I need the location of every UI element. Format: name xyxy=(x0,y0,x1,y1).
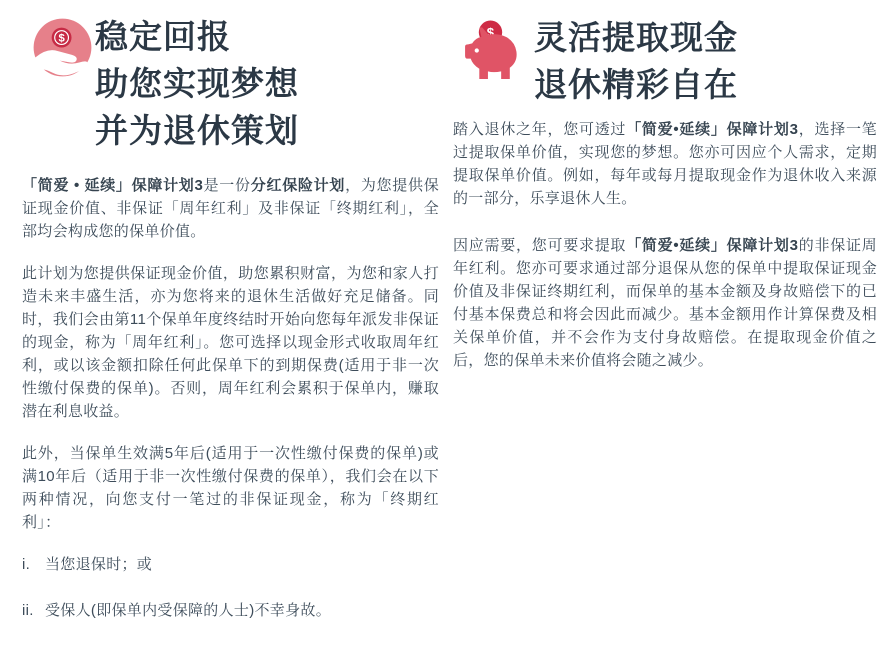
plan-name-bold: 「简爱•延续」保障计划3 xyxy=(626,237,799,254)
left-heading-line: 并为退休策划 xyxy=(95,112,299,149)
right-paragraph-1: 踏入退休之年，您可透过「简爱•延续」保障计划3，选择一笔过提取保单价值，实现您的梦想。您亦可因应个人需求，定期提取保单价值。例如，每年或每月提取现金作为退休收入来源的一部分，乐享退休人生。 xyxy=(453,121,877,207)
left-paragraph-2: 此计划为您提供保证现金价值，助您累积财富，为您和家人打造未来丰盛生活，亦为您将来的退休生活做好充足储备。同时，我们会由第11个保单年度终结时开始向您每年派发非保证的现金，称为「周年红利」。您可选择以现金形式收取周年红利，或以该金额扣除任何此保单下的到期保费(适用于非一次性缴付保费的保单)。否则，周年红利会累积于保单内，赚取潜在利息收益。 xyxy=(22,265,439,420)
left-paragraph-1: 「简爱 • 延续」保障计划3是一份分红保险计划，为您提供保证现金价值、非保证「周年红利」及非保证「终期红利」，全部均会构成您的保单价值。 xyxy=(22,177,439,240)
list-text: 当您退保时；或 xyxy=(45,556,153,573)
plan-name-bold: 「简爱•延续」保障计划3 xyxy=(626,121,799,138)
left-heading-line: 助您实现梦想 xyxy=(95,65,299,102)
right-heading xyxy=(534,14,738,108)
right-paragraph-2: 因应需要，您可要求提取「简爱•延续」保障计划3的非保证周年红利。您亦可要求通过部分退保从您的保单中提取保证现金价值及非保证终期红利，而保单的基本金额及身故赔偿下的已付基本保费总和将会因此而减少。基本金额用作计算保费及相关保单价值，并不会作为支付身故赔偿。在提取现金价值之后，您的保单未来价值将会随之减少。 xyxy=(453,237,877,369)
plan-name-bold: 「简爱 • 延续」保障计划3 xyxy=(22,177,204,194)
left-heading-line: 稳定回报 xyxy=(95,18,231,55)
list-item xyxy=(22,599,439,622)
right-column xyxy=(453,0,877,391)
left-header xyxy=(22,13,439,154)
list-marker: ii. xyxy=(22,602,34,619)
plan-type-bold: 分红保险计划 xyxy=(250,177,346,194)
right-heading-line: 退休精彩自在 xyxy=(534,66,738,103)
left-heading xyxy=(95,13,299,154)
list-marker: i. xyxy=(22,556,31,573)
left-column xyxy=(22,0,439,645)
right-header xyxy=(453,14,877,108)
dollar-glyph: $ xyxy=(486,25,495,41)
left-paragraph-3: 此外，当保单生效满5年后(适用于一次性缴付保费的保单)或满10年后（适用于非一次性缴付保费的保单），我们会在以下两种情况，向您支付一笔过的非保证现金，称为「终期红利」： xyxy=(22,445,439,531)
dollar-glyph: $ xyxy=(58,32,65,45)
list-text: 受保人(即保单内受保障的人士)不幸身故。 xyxy=(45,602,331,619)
pig-eye xyxy=(475,48,479,52)
piggy-bank-icon xyxy=(463,18,520,81)
list-item xyxy=(22,553,439,576)
terminal-dividend-conditions-list xyxy=(22,553,439,622)
coin-in-hand-icon xyxy=(30,15,95,80)
right-heading-line: 灵活提取现金 xyxy=(534,19,738,56)
